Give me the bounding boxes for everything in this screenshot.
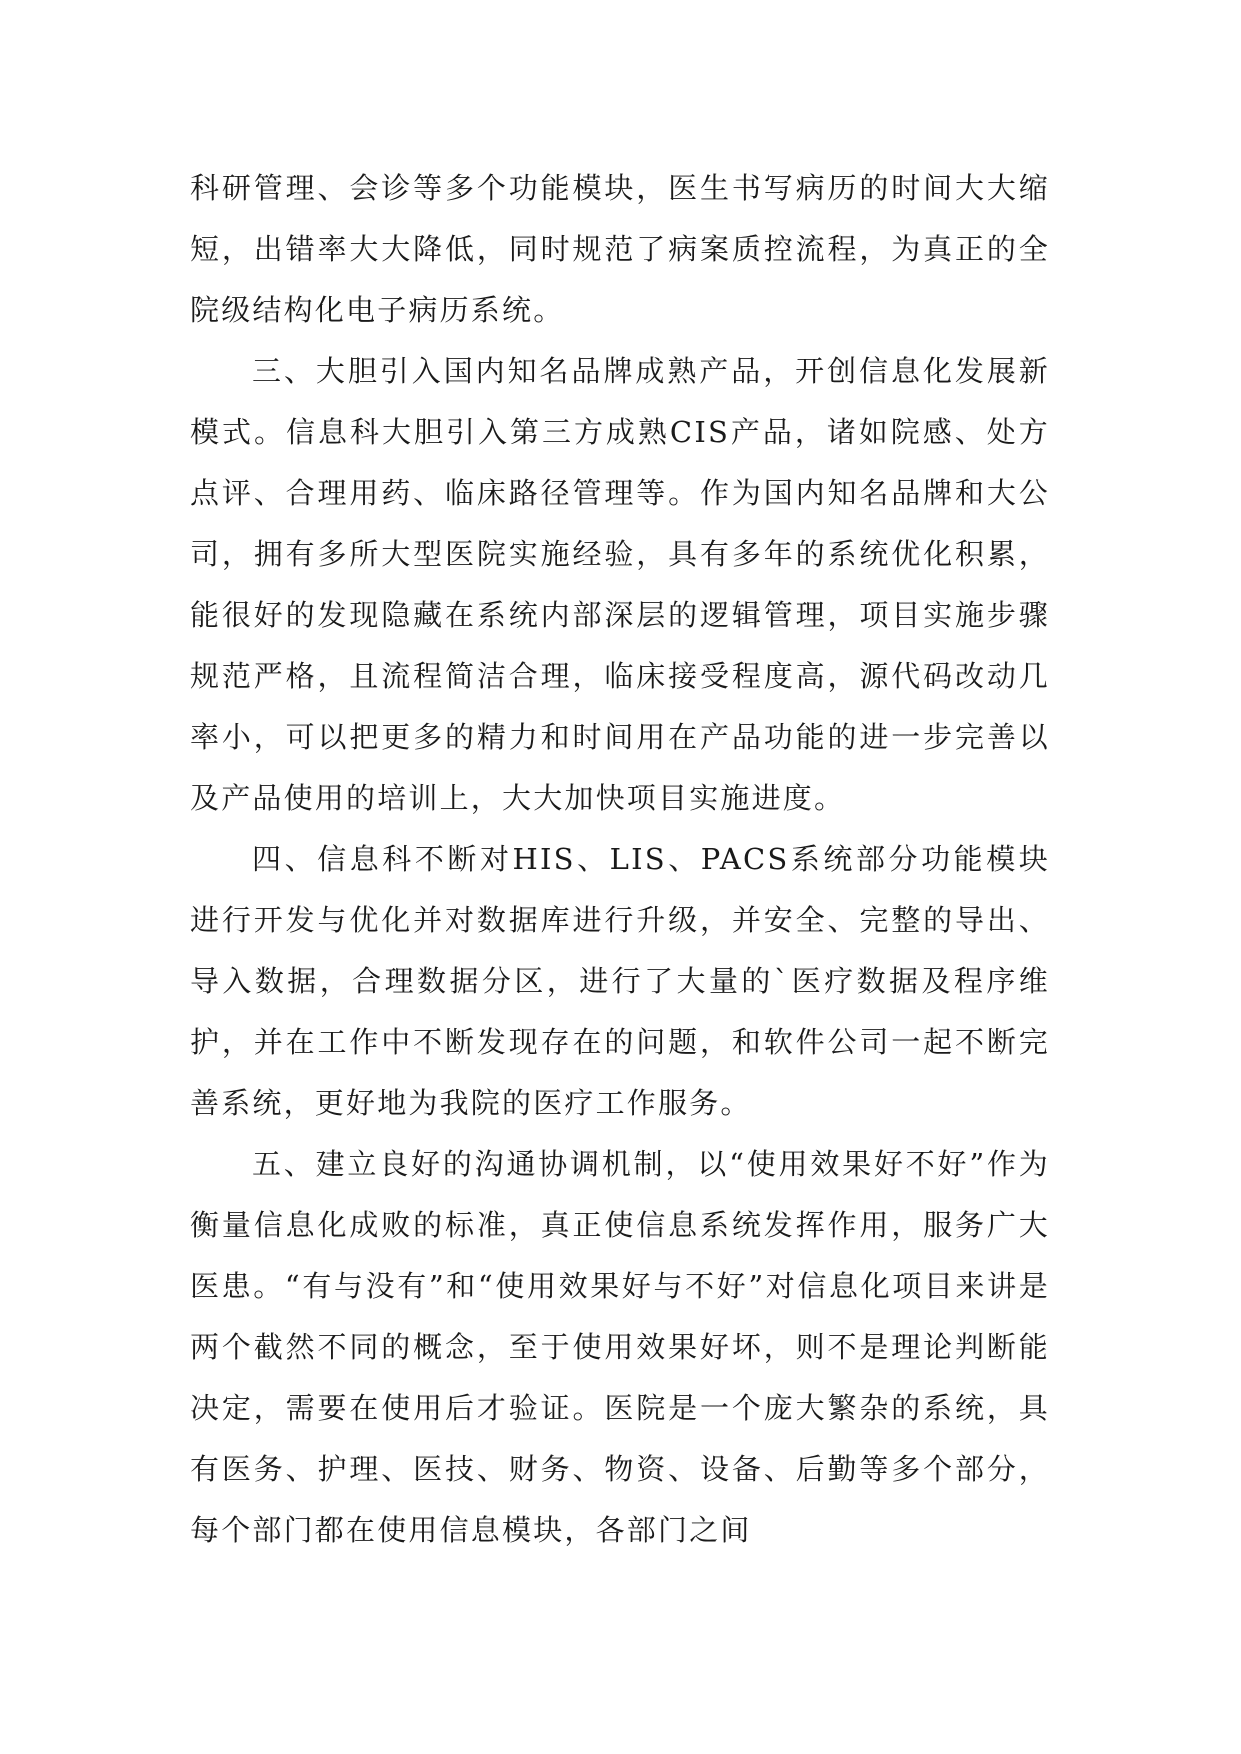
paragraph-continuation: 科研管理、会诊等多个功能模块，医生书写病历的时间大大缩短，出错率大大降低，同时规范了病案质控流程，为真正的全院级结构化电子病历系统。	[190, 171, 1050, 327]
paragraph-section-3: 三、大胆引入国内知名品牌成熟产品，开创信息化发展新模式。信息科大胆引入第三方成熟CIS产品，诸如院感、处方点评、合理用药、临床路径管理等。作为国内知名品牌和大公司，拥有多所大型医院实施经验，具有多年的系统优化积累，能很好的发现隐藏在系统内部深层的逻辑管理，项目实施步骤规范严格，且流程简洁合理，临床接受程度高，源代码改动几率小，可以把更多的精力和时间用在产品功能的进一步完善以及产品使用的培训上，大大加快项目实施进度。	[190, 354, 1050, 815]
paragraph-section-5: 五、建立良好的沟通协调机制，以“使用效果好不好”作为衡量信息化成败的标准，真正使信息系统发挥作用，服务广大医患。“有与没有”和“使用效果好与不好”对信息化项目来讲是两个截然不同的概念，至于使用效果好坏，则不是理论判断能决定，需要在使用后才验证。医院是一个庞大繁杂的系统，具有医务、护理、医技、财务、物资、设备、后勤等多个部分，每个部门都在使用信息模块，各部门之间	[190, 1147, 1050, 1547]
document-body	[190, 158, 1050, 1561]
paragraph-section-4: 四、信息科不断对HIS、LIS、PACS系统部分功能模块进行开发与优化并对数据库进行升级，并安全、完整的导出、导入数据，合理数据分区，进行了大量的`医疗数据及程序维护，并在工作中不断发现存在的问题，和软件公司一起不断完善系统，更好地为我院的医疗工作服务。	[190, 842, 1050, 1120]
